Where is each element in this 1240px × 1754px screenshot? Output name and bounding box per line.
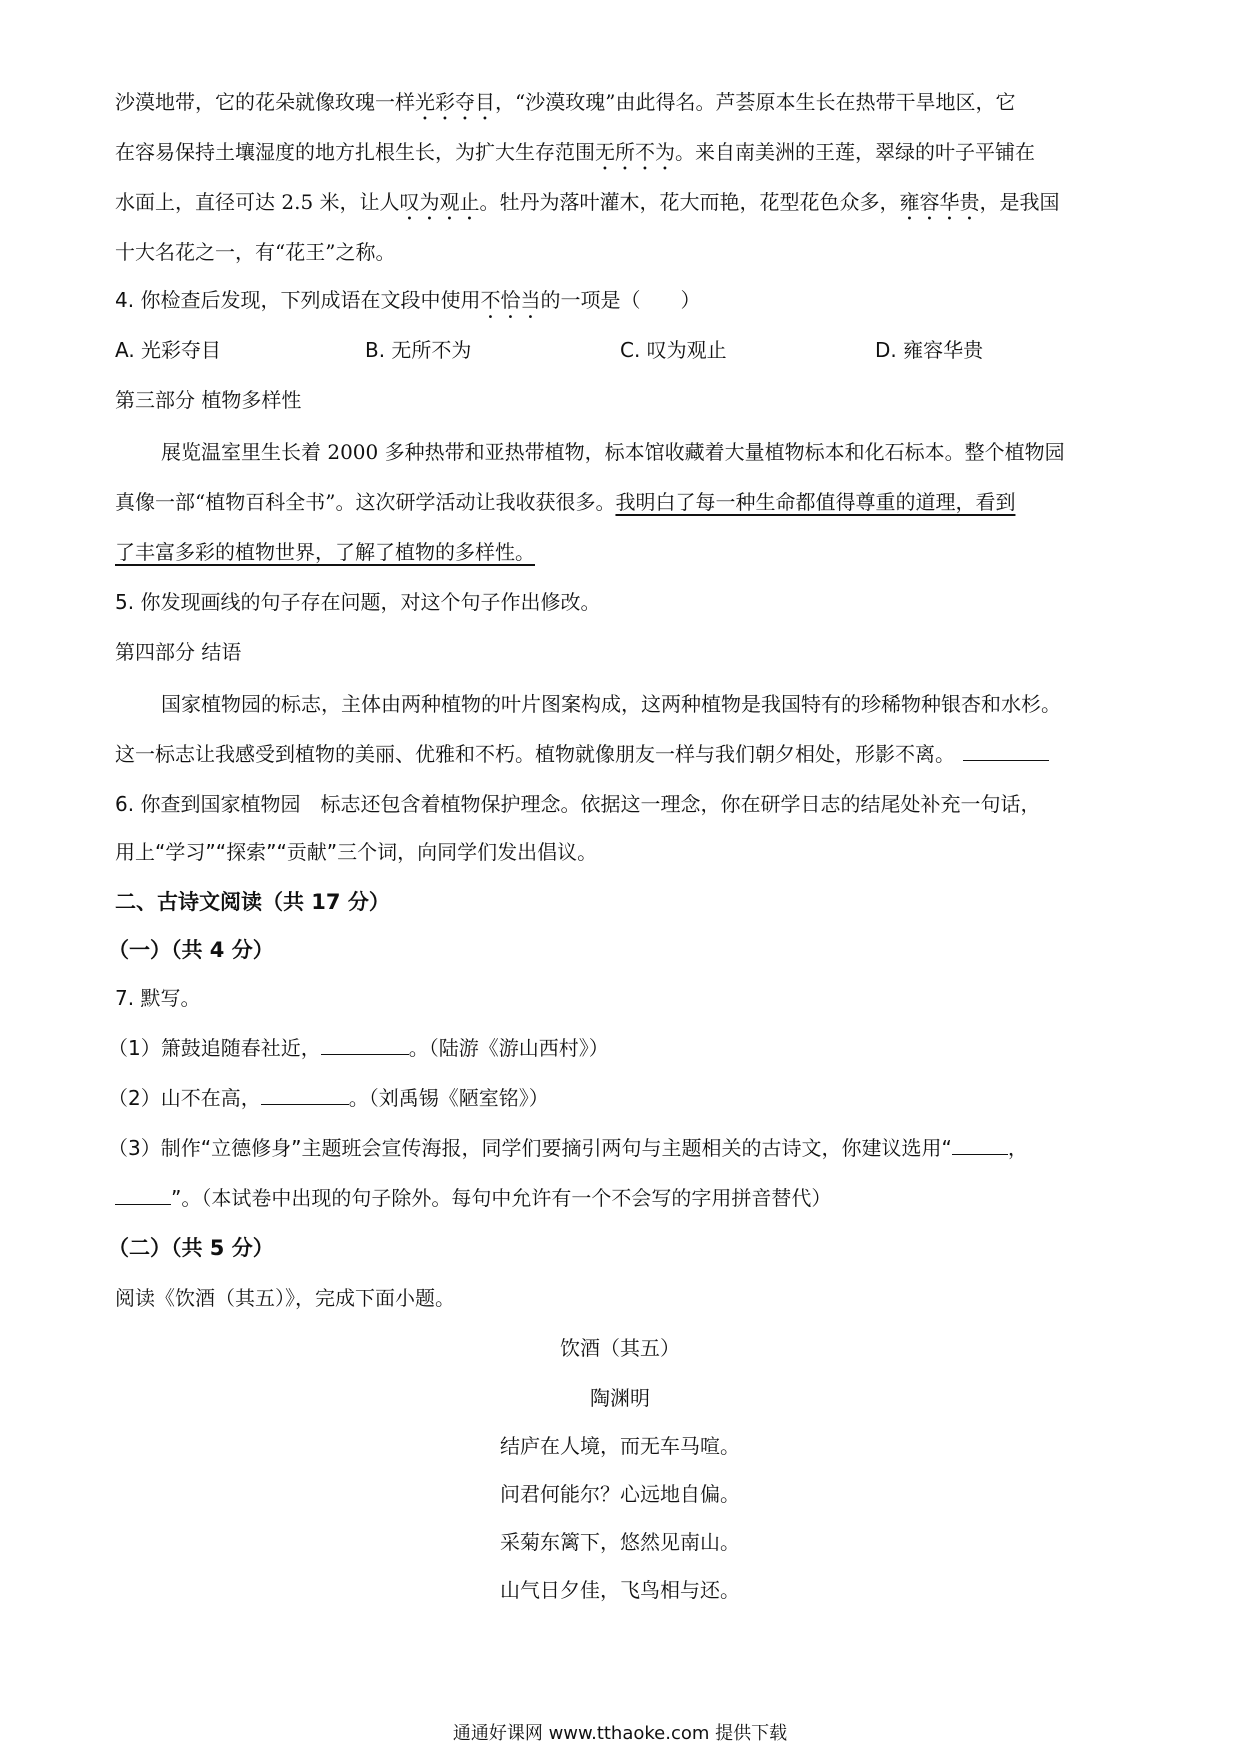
text-span: 4. 你检查后发现，下列成语在文段中使用 <box>115 288 481 312</box>
section-2-heading: 二、古诗文阅读（共 17 分） <box>115 890 390 914</box>
poem-author: 陶渊明 <box>590 1386 650 1410</box>
passage-line-4: 十大名花之一，有“花王”之称。 <box>115 240 396 264</box>
question-7-item-1 <box>108 1034 609 1062</box>
page-footer: 通通好课网 www.tthaoke.com 提供下载 <box>452 1723 788 1744</box>
text-span: 。牡丹为落叶灌木，花大而艳，花型花色众多， <box>479 190 900 214</box>
passage-line-2 <box>115 138 1035 175</box>
option-a[interactable]: A. 光彩夺目 <box>115 338 222 362</box>
text-span: 这一标志让我感受到植物的美丽、优雅和不朽。植物就像朋友一样与我们朝夕相处，形影不离。 <box>115 742 955 766</box>
idiom-wusuobuwei: 无所不为 <box>595 140 675 164</box>
text-span: 的一项是（ ） <box>540 288 701 312</box>
question-4-stem <box>115 286 700 323</box>
question-7-stem: 7. 默写。 <box>115 986 201 1010</box>
text-span: ，是我国 <box>979 190 1060 214</box>
answer-blank[interactable] <box>115 1186 171 1205</box>
text-span: ”。（本试卷中出现的句子除外。每句中允许有一个不会写的字用拼音替代） <box>171 1186 832 1210</box>
part-3-line-1: 展览温室里生长着 2000 多种热带和亚热带植物，标本馆收藏着大量植物标本和化石标本。整个植物园 <box>161 440 1065 464</box>
subsection-1-heading: （一）（共 4 分） <box>108 938 274 962</box>
text-span: （1）箫鼓追随春社近， <box>108 1036 321 1060</box>
answer-blank[interactable] <box>261 1086 349 1105</box>
question-7-item-2 <box>108 1084 549 1112</box>
option-d[interactable]: D. 雍容华贵 <box>875 338 984 362</box>
question-5: 5. 你发现画线的句子存在问题，对这个句子作出修改。 <box>115 590 601 614</box>
question-7-item-3-line-2 <box>115 1184 831 1212</box>
text-span: ，“沙漠玫瑰”由此得名。芦荟原本生长在热带干旱地区，它 <box>495 90 1016 114</box>
part-3-line-2 <box>115 488 1015 516</box>
question-6-line-1: 6. 你查到国家植物园 标志还包含着植物保护理念。依据这一理念，你在研学日志的结尾处补充一句话， <box>115 792 1041 816</box>
part-3-line-3 <box>115 538 535 566</box>
passage-line-1 <box>115 88 1015 125</box>
question-7-item-3-line-1 <box>108 1134 1028 1162</box>
reading-intro: 阅读《饮酒（其五）》，完成下面小题。 <box>115 1286 455 1310</box>
idiom-yongronghuagui: 雍容华贵 <box>899 190 980 214</box>
text-span: 。来自南美洲的王莲，翠绿的叶子平铺在 <box>675 140 1035 164</box>
answer-blank[interactable] <box>952 1136 1008 1155</box>
text-span: 在容易保持土壤湿度的地方扎根生长，为扩大生存范围 <box>115 140 595 164</box>
idiom-tanweiguanzhi: 叹为观止 <box>399 190 480 214</box>
question-6-line-2: 用上“学习”“探索”“贡献”三个词，向同学们发出倡议。 <box>115 840 598 864</box>
part-4-line-1: 国家植物园的标志，主体由两种植物的叶片图案构成，这两种植物是我国特有的珍稀物种银杏和水杉。 <box>161 692 1061 716</box>
text-span: 真像一部“植物百科全书”。这次研学活动让我收获很多。 <box>115 490 616 514</box>
passage-line-3 <box>115 188 1060 225</box>
text-span: 沙漠地带，它的花朵就像玫瑰一样 <box>115 90 415 114</box>
text-span: （2）山不在高， <box>108 1086 261 1110</box>
option-c[interactable]: C. 叹为观止 <box>620 338 727 362</box>
answer-blank[interactable] <box>963 742 1049 761</box>
subsection-2-heading: （二）（共 5 分） <box>108 1236 274 1260</box>
option-b[interactable]: B. 无所不为 <box>365 338 472 362</box>
answer-blank[interactable] <box>321 1036 409 1055</box>
text-span: （3）制作“立德修身”主题班会宣传海报，同学们要摘引两句与主题相关的古诗文，你建议选用“ <box>108 1136 952 1160</box>
underlined-sentence: 了丰富多彩的植物世界，了解了植物的多样性。 <box>115 540 535 564</box>
text-span: 水面上，直径可达 2.5 米，让人 <box>115 190 400 214</box>
text-span: ， <box>1007 1136 1028 1160</box>
poem-line: 问君何能尔？心远地自偏。 <box>500 1482 740 1506</box>
poem-line: 结庐在人境，而无车马喧。 <box>500 1434 740 1458</box>
part-3-heading: 第三部分 植物多样性 <box>115 388 302 412</box>
idiom-guangcaiduomu: 光彩夺目 <box>415 90 495 114</box>
text-span: 。（陆游《游山西村》） <box>408 1036 609 1060</box>
part-4-heading: 第四部分 结语 <box>115 640 242 664</box>
poem-line: 采菊东篱下，悠然见南山。 <box>500 1530 740 1554</box>
underlined-sentence: 我明白了每一种生命都值得尊重的道理，看到 <box>615 490 1016 514</box>
poem-title: 饮酒（其五） <box>560 1336 680 1360</box>
emphasis-text: 不恰当 <box>480 288 541 312</box>
poem-line: 山气日夕佳，飞鸟相与还。 <box>500 1578 740 1602</box>
part-4-line-2 <box>115 740 1049 768</box>
text-span: 。（刘禹锡《陋室铭》） <box>348 1086 549 1110</box>
